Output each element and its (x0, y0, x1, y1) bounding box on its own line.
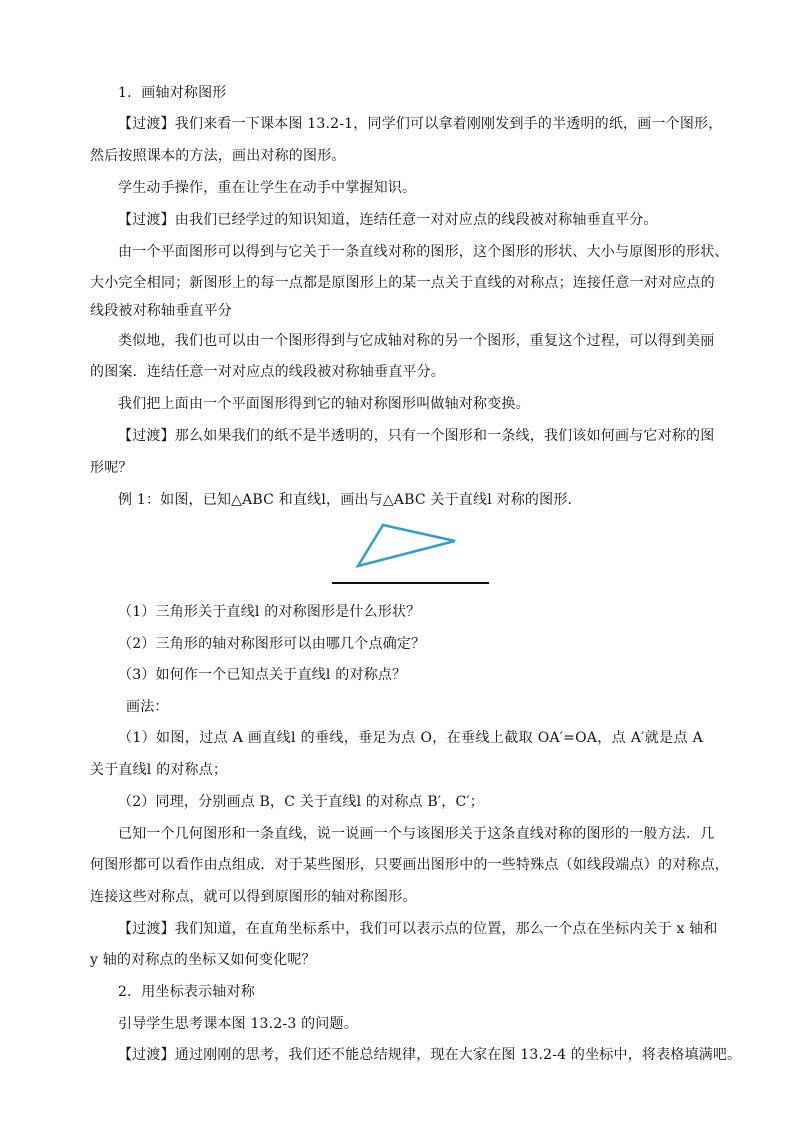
method-step-1: （1）如图，过点 A 画直线l 的垂线，垂足为点 O，在垂线上截取 OA′=OA，点 A′就是点 A (118, 730, 703, 746)
paragraph-line: 已知一个几何图形和一条直线，说一说画一个与该图形关于这条直线对称的图形的一般方法．几 (118, 826, 715, 842)
paragraph-line: 的图案．连结任意一对对应点的线段被对称轴垂直平分。 (90, 364, 445, 380)
question-2: （2）三角形的轴对称图形可以由哪几个点确定？ (118, 636, 426, 652)
paragraph-line: 【过渡】由我们已经学过的知识知道，连结任意一对对应点的线段被对称轴垂直平分。 (118, 212, 658, 228)
section-heading-2: 2．用坐标表示轴对称 (118, 984, 255, 1000)
paragraph-line: 线段被对称轴垂直平分 (90, 303, 232, 319)
paragraph-line: 【过渡】那么如果我们的纸不是半透明的，只有一个图形和一条线，我们该如何画与它对称的图 (118, 428, 715, 444)
paragraph-line: 由一个平面图形可以得到与它关于一条直线对称的图形，这个图形的形状、大小与原图形的形状、 (118, 244, 729, 260)
paragraph-line: 【过渡】我们来看一下课本图 13.2-1，同学们可以拿着刚刚发到手的半透明的纸，画一个图形， (118, 116, 723, 132)
paragraph-line: 我们把上面由一个平面图形得到它的轴对称图形叫做轴对称变换。 (118, 396, 530, 412)
paragraph-line: 【过渡】通过刚刚的思考，我们还不能总结规律，现在大家在图 13.2-4 的坐标中，将表格填满吧。 (118, 1047, 742, 1063)
question-1: （1）三角形关于直线l 的对称图形是什么形状？ (118, 604, 421, 620)
paragraph-line: 学生动手操作，重在让学生在动手中掌握知识。 (118, 180, 417, 196)
paragraph-line: 引导学生思考课本图 13.2-3 的问题。 (118, 1016, 358, 1032)
paragraph-line: 【过渡】我们知道，在直角坐标系中，我们可以表示点的位置，那么一个点在坐标内关于 x 轴和 (118, 921, 718, 937)
paragraph-line: 连接这些对称点，就可以得到原图形的轴对称图形。 (90, 889, 417, 905)
example-statement: 例 1：如图，已知△ABC 和直线l，画出与△ABC 关于直线l 对称的图形． (118, 492, 582, 508)
paragraph-line: 类似地，我们也可以由一个图形得到与它成轴对称的另一个图形，重复这个过程，可以得到美丽 (118, 333, 715, 349)
method-step-1-cont: 关于直线l 的对称点； (90, 762, 228, 778)
paragraph-line: 然后按照课本的方法，画出对称的图形。 (90, 148, 346, 164)
paragraph-line: y 轴的对称点的坐标又如何变化呢？ (90, 952, 316, 968)
paragraph-line: 形呢？ (90, 460, 133, 476)
paragraph-line: 何图形都可以看作由点组成．对于某些图形，只要画出图形中的一些特殊点（如线段端点）的对称点， (90, 857, 729, 873)
triangle-abc (358, 525, 455, 566)
question-3: （3）如何作一个已知点关于直线l 的对称点？ (118, 667, 407, 683)
section-heading-1: 1．画轴对称图形 (118, 85, 227, 101)
method-label: 画法： (126, 699, 169, 715)
method-step-2: （2）同理，分别画点 B，C 关于直线l 的对称点 B′，C′； (118, 794, 484, 810)
paragraph-line: 大小完全相同；新图形上的每一点都是原图形上的某一点关于直线的对称点；连接任意一对对应点的 (90, 275, 715, 291)
